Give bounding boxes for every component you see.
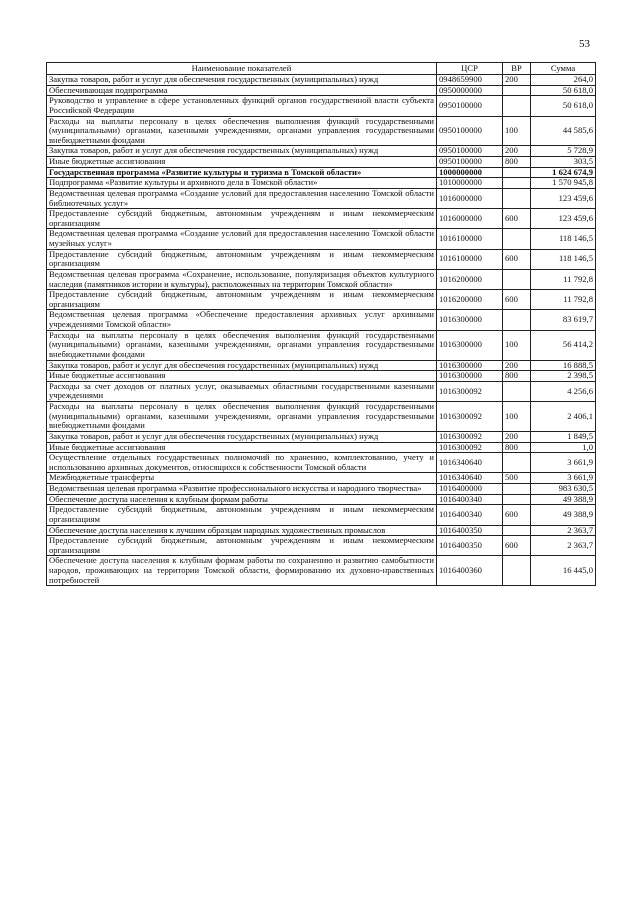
row-name: Иные бюджетные ассигнования [47, 442, 437, 453]
row-sum: 1 849,5 [531, 431, 596, 442]
row-csr: 1016300000 [437, 360, 503, 371]
row-sum: 2 363,7 [531, 525, 596, 536]
row-csr: 1016400340 [437, 494, 503, 505]
row-vr: 200 [503, 146, 531, 157]
row-csr: 1016200000 [437, 290, 503, 310]
row-vr [503, 85, 531, 96]
row-vr [503, 525, 531, 536]
row-csr: 1016300092 [437, 442, 503, 453]
table-row [47, 330, 596, 360]
row-sum: 50 618,0 [531, 96, 596, 116]
row-sum: 1 624 674,9 [531, 167, 596, 178]
table-row [47, 556, 596, 586]
table-row [47, 505, 596, 525]
table-row [47, 402, 596, 432]
row-sum: 118 146,5 [531, 249, 596, 269]
row-csr: 1016300092 [437, 431, 503, 442]
row-vr [503, 484, 531, 495]
table-row [47, 494, 596, 505]
table-row [47, 290, 596, 310]
row-name: Подпрограмма «Развитие культуры и архивного дела в Томской области» [47, 178, 437, 189]
table-row [47, 167, 596, 178]
table-row [47, 146, 596, 157]
row-name: Расходы за счет доходов от платных услуг, оказываемых областными государственными казенными учреждениями [47, 381, 437, 401]
table-row [47, 178, 596, 189]
row-csr: 1016200000 [437, 269, 503, 289]
row-csr: 1016400350 [437, 525, 503, 536]
row-sum: 16 445,0 [531, 556, 596, 586]
row-name: Обеспечение доступа населения к лучшим образцам народных художественных промыслов [47, 525, 437, 536]
table-row [47, 360, 596, 371]
row-name: Закупка товаров, работ и услуг для обеспечения государственных (муниципальных) нужд [47, 75, 437, 86]
row-name: Руководство и управление в сфере установленных функций органов государственной власти субъекта Российской Федерации [47, 96, 437, 116]
row-name: Межбюджетные трансферты [47, 473, 437, 484]
table-body [47, 75, 596, 586]
row-csr: 1010000000 [437, 178, 503, 189]
row-vr: 100 [503, 402, 531, 432]
table-row [47, 536, 596, 556]
row-csr: 1016340640 [437, 453, 503, 473]
table-row [47, 157, 596, 168]
row-vr [503, 494, 531, 505]
row-sum: 983 630,5 [531, 484, 596, 495]
row-name: Ведомственная целевая программа «Создание условий для предоставления населению Томской области музейных услуг» [47, 229, 437, 249]
row-sum: 123 459,6 [531, 209, 596, 229]
row-name: Обеспечение доступа населения к клубным формам работы по сохранению и развитию самобытности народов, проживающих на территории Томской области, формированию их духовно-нравственных потребностей [47, 556, 437, 586]
row-vr [503, 188, 531, 208]
row-name: Ведомственная целевая программа «Сохранение, использование, популяризация объектов культурного наследия (памятников истории и культуры), расположенных на территории Томской области» [47, 269, 437, 289]
row-sum: 264,0 [531, 75, 596, 86]
row-csr: 1016400360 [437, 556, 503, 586]
row-csr: 1016100000 [437, 229, 503, 249]
row-sum: 118 146,5 [531, 229, 596, 249]
row-sum: 56 414,2 [531, 330, 596, 360]
table-row [47, 381, 596, 401]
table-row [47, 116, 596, 146]
row-csr: 1000000000 [437, 167, 503, 178]
row-vr: 600 [503, 536, 531, 556]
header-vr: ВР [503, 63, 531, 75]
row-name: Предоставление субсидий бюджетным, автономным учреждениям и иным некоммерческим организациям [47, 290, 437, 310]
row-csr: 1016300000 [437, 310, 503, 330]
row-csr: 1016340640 [437, 473, 503, 484]
row-vr: 200 [503, 75, 531, 86]
row-vr: 600 [503, 505, 531, 525]
row-name: Закупка товаров, работ и услуг для обеспечения государственных (муниципальных) нужд [47, 431, 437, 442]
table-row [47, 525, 596, 536]
row-name: Обеспечивающая подпрограмма [47, 85, 437, 96]
row-vr [503, 310, 531, 330]
row-name: Расходы на выплаты персоналу в целях обеспечения выполнения функций государственными (муниципальными) органами, казенными учреждениями, органами управления государственными внебюджетными фондами [47, 402, 437, 432]
table-row [47, 310, 596, 330]
row-csr: 0950100000 [437, 146, 503, 157]
table-row [47, 96, 596, 116]
row-sum: 303,5 [531, 157, 596, 168]
row-csr: 1016300092 [437, 381, 503, 401]
row-vr [503, 167, 531, 178]
row-name: Закупка товаров, работ и услуг для обеспечения государственных (муниципальных) нужд [47, 360, 437, 371]
row-name: Расходы на выплаты персоналу в целях обеспечения выполнения функций государственными (муниципальными) органами, казенными учреждениями, органами управления государственными внебюджетными фондами [47, 330, 437, 360]
row-name: Иные бюджетные ассигнования [47, 157, 437, 168]
row-vr: 800 [503, 442, 531, 453]
table-row [47, 209, 596, 229]
row-sum: 50 618,0 [531, 85, 596, 96]
row-vr [503, 453, 531, 473]
row-csr: 1016400340 [437, 505, 503, 525]
header-csr: ЦСР [437, 63, 503, 75]
row-name: Осуществление отдельных государственных полномочий по хранению, комплектованию, учету и использованию архивных документов, относящихся к собственности Томской области [47, 453, 437, 473]
row-csr: 1016000000 [437, 209, 503, 229]
table-row [47, 188, 596, 208]
row-sum: 1 570 945,8 [531, 178, 596, 189]
budget-table [46, 62, 596, 586]
row-sum: 83 619,7 [531, 310, 596, 330]
row-vr [503, 178, 531, 189]
header-sum: Сумма [531, 63, 596, 75]
row-vr [503, 269, 531, 289]
row-vr: 100 [503, 116, 531, 146]
table-row [47, 473, 596, 484]
row-sum: 3 661,9 [531, 473, 596, 484]
table-row [47, 442, 596, 453]
row-vr: 500 [503, 473, 531, 484]
table-row [47, 269, 596, 289]
table-header-row [47, 63, 596, 75]
table-row [47, 484, 596, 495]
row-csr: 0950100000 [437, 157, 503, 168]
row-sum: 49 388,9 [531, 494, 596, 505]
row-name: Иные бюджетные ассигнования [47, 371, 437, 382]
row-csr: 0948659900 [437, 75, 503, 86]
row-sum: 16 888,5 [531, 360, 596, 371]
row-sum: 2 406,1 [531, 402, 596, 432]
row-vr: 800 [503, 157, 531, 168]
row-vr: 200 [503, 431, 531, 442]
row-csr: 1016100000 [437, 249, 503, 269]
row-vr: 600 [503, 249, 531, 269]
row-vr: 100 [503, 330, 531, 360]
row-csr: 1016400350 [437, 536, 503, 556]
table-row [47, 75, 596, 86]
row-csr: 1016300000 [437, 330, 503, 360]
row-vr: 800 [503, 371, 531, 382]
row-sum: 4 256,6 [531, 381, 596, 401]
row-csr: 0950100000 [437, 96, 503, 116]
row-name: Ведомственная целевая программа «Обеспечение предоставления архивных услуг архивными учреждениями Томской области» [47, 310, 437, 330]
row-sum: 44 585,6 [531, 116, 596, 146]
row-csr: 0950100000 [437, 116, 503, 146]
row-vr: 600 [503, 290, 531, 310]
row-sum: 2 363,7 [531, 536, 596, 556]
row-name: Ведомственная целевая программа «Создание условий для предоставления населению Томской области библиотечных услуг» [47, 188, 437, 208]
row-vr [503, 229, 531, 249]
row-name: Предоставление субсидий бюджетным, автономным учреждениям и иным некоммерческим организациям [47, 209, 437, 229]
row-vr [503, 381, 531, 401]
table-row [47, 249, 596, 269]
row-vr: 200 [503, 360, 531, 371]
row-sum: 1,0 [531, 442, 596, 453]
row-sum: 11 792,8 [531, 269, 596, 289]
table-row [47, 229, 596, 249]
row-vr [503, 556, 531, 586]
row-name: Ведомственная целевая программа «Развитие профессионального искусства и народного творчества» [47, 484, 437, 495]
row-name: Обеспечение доступа населения к клубным формам работы [47, 494, 437, 505]
row-csr: 1016300092 [437, 402, 503, 432]
row-name: Предоставление субсидий бюджетным, автономным учреждениям и иным некоммерческим организациям [47, 505, 437, 525]
row-name: Закупка товаров, работ и услуг для обеспечения государственных (муниципальных) нужд [47, 146, 437, 157]
table-row [47, 431, 596, 442]
row-csr: 1016300000 [437, 371, 503, 382]
table-row [47, 453, 596, 473]
row-sum: 3 661,9 [531, 453, 596, 473]
row-name: Предоставление субсидий бюджетным, автономным учреждениям и иным некоммерческим организациям [47, 249, 437, 269]
row-sum: 5 728,9 [531, 146, 596, 157]
row-vr [503, 96, 531, 116]
row-sum: 2 398,5 [531, 371, 596, 382]
row-sum: 49 388,9 [531, 505, 596, 525]
row-csr: 1016000000 [437, 188, 503, 208]
row-name: Государственная программа «Развитие культуры и туризма в Томской области» [47, 167, 437, 178]
row-csr: 1016400000 [437, 484, 503, 495]
row-name: Расходы на выплаты персоналу в целях обеспечения выполнения функций государственными (муниципальными) органами, казенными учреждениями, органами управления государственными внебюджетными фондами [47, 116, 437, 146]
row-sum: 123 459,6 [531, 188, 596, 208]
row-csr: 0950000000 [437, 85, 503, 96]
row-vr: 600 [503, 209, 531, 229]
table-row [47, 371, 596, 382]
table-row [47, 85, 596, 96]
row-sum: 11 792,8 [531, 290, 596, 310]
row-name: Предоставление субсидий бюджетным, автономным учреждениям и иным некоммерческим организациям [47, 536, 437, 556]
page-number: 53 [579, 38, 590, 50]
header-name: Наименование показателей [47, 63, 437, 75]
